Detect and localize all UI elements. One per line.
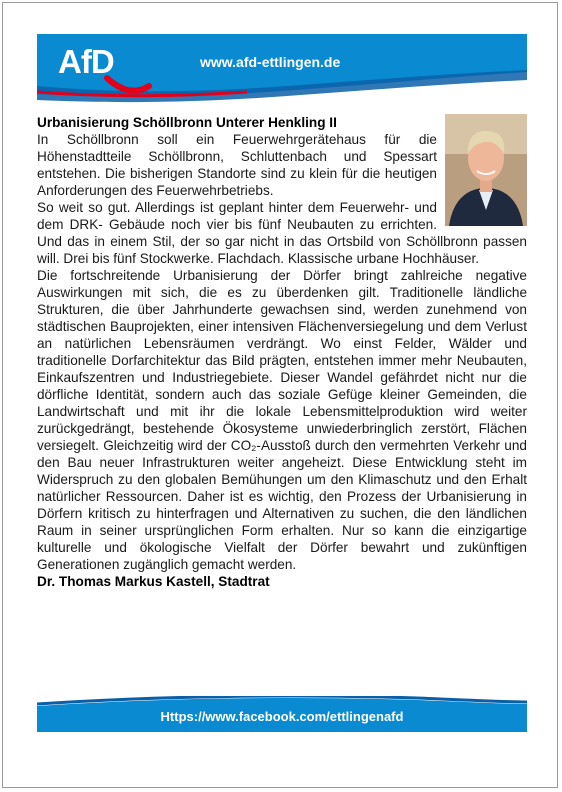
paragraph: So weit so gut. Allerdings ist geplant hinter dem Feuerwehr- und dem DRK- Gebäude noch vier bis fünf Neubauten zu errichten. Und das in einem Stil, der so gar nicht in das Ortsbild von Schöllbronn passen will. Drei bis fünf Stockwerke. Flachdach. Klassische urbane Hochhäuser. (37, 200, 527, 266)
footer-banner (37, 696, 527, 732)
article-title: Urbanisierung Schöllbronn Unterer Henkling II (37, 115, 337, 130)
article (37, 114, 527, 590)
portrait-image (445, 114, 527, 226)
author-signature: Dr. Thomas Markus Kastell, Stadtrat (37, 574, 270, 589)
header-banner (37, 34, 527, 104)
facebook-link[interactable]: Https://www.facebook.com/ettlingenafd (160, 709, 404, 724)
website-link[interactable]: www.afd-ettlingen.de (200, 54, 341, 70)
paragraph: Die fortschreitende Urbanisierung der Dörfer bringt zahlreiche negative Auswirkungen mit sich, die es zu überdenken gilt. Traditionelle ländliche Strukturen, die über Jahrhunderte gewachsen sind, werden zunehmend von städtischen Bauprojekten, einer intensiven Flächenversiegelung und dem Verlust an natürlichen Lebensräumen verdrängt. Wo einst Felder, Wälder und traditionelle Dorfarchitektur das Bild prägten, entstehen immer mehr Neubauten, Einkaufszentren und Industriegebiete. Dieser Wandel gefährdet nicht nur die dörfliche Identität, sondern auch das soziale Gefüge kleiner Gemeinden, die Landwirtschaft und mit ihr die lokale Lebensmittelproduktion wird weiter zurückgedrängt, bestehende Ökosysteme unwiederbringlich zerstört, Flächen versiegelt. Gleichzeitig wird der CO₂-Ausstoß durch den vermehrten Verkehr und den Bau neuer Infrastrukturen weiter angeheizt. Diese Entwicklung steht im Widerspruch zu den globalen Bemühungen um den Klimaschutz und den Erhalt natürlicher Ressourcen. Daher ist es wichtig, den Prozess der Urbanisierung in Dörfern kritisch zu hinterfragen und Alternativen zu suchen, die den ländlichen Raum in seiner ursprünglichen Form erhalten. Nur so kann die einzigartige kulturelle und ökologische Vielfalt der Dörfer bewahrt und zukünftigen Generationen zugänglich gemacht werden. (37, 268, 527, 572)
paragraph: In Schöllbronn soll ein Feuerwehrgerätehaus für die Höhenstadtteile Schöllbronn, Schluttenbach und Spessart entstehen. Die bisherigen Standorte sind zu klein für die heutigen Anforderungen des Feuerwehrbetriebs. (37, 132, 437, 198)
author-portrait (445, 114, 527, 226)
afd-logo: AfD (58, 43, 114, 80)
